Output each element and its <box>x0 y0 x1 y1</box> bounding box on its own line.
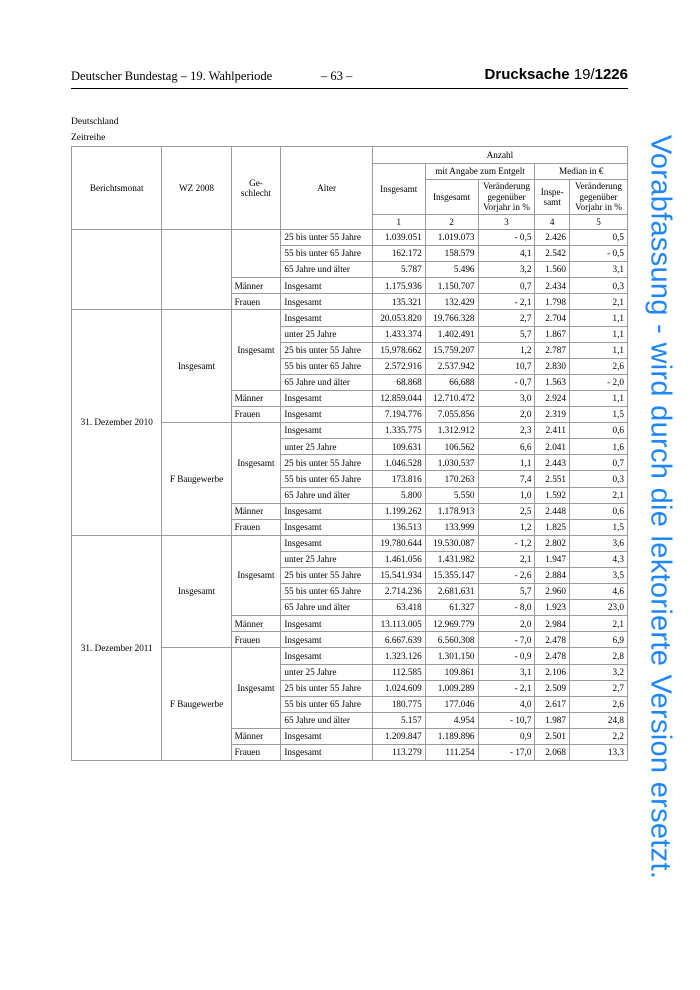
value-cell-v3: 2,0 <box>478 616 535 632</box>
alter-cell: unter 25 Jahre <box>281 439 372 455</box>
alter-cell: 65 Jahre und älter <box>281 374 372 390</box>
value-cell-v1: 5.800 <box>372 487 425 503</box>
table-row <box>72 230 628 246</box>
value-cell-v4: 2.448 <box>535 503 570 519</box>
value-cell-v4: 2.443 <box>535 455 570 471</box>
value-cell-v1: 1.046.528 <box>372 455 425 471</box>
alter-cell: 65 Jahre und älter <box>281 262 372 278</box>
value-cell-v5: 2,7 <box>569 680 627 696</box>
value-cell-v4: 2.617 <box>535 696 570 712</box>
value-cell-v5: 0,7 <box>569 455 627 471</box>
alter-cell: 25 bis unter 55 Jahre <box>281 342 372 358</box>
alter-cell: 65 Jahre und älter <box>281 487 372 503</box>
value-cell-v2: 1.178.913 <box>425 503 478 519</box>
value-cell-v5: 3,5 <box>569 567 627 583</box>
table-row <box>72 310 628 326</box>
value-cell-v3: 1,2 <box>478 519 535 535</box>
alter-cell: 65 Jahre und älter <box>281 712 372 728</box>
value-cell-v4: 1.867 <box>535 326 570 342</box>
table-row <box>72 535 628 551</box>
col-number-5: 5 <box>569 215 627 230</box>
value-cell-v2: 6.560.308 <box>425 632 478 648</box>
value-cell-v2: 109.861 <box>425 664 478 680</box>
header-insge-samt: Inspe-samt <box>535 180 570 215</box>
value-cell-v3: - 8,0 <box>478 600 535 616</box>
value-cell-v4: 1.592 <box>535 487 570 503</box>
value-cell-v4: 2.884 <box>535 567 570 583</box>
value-cell-v3: - 0,7 <box>478 374 535 390</box>
value-cell-v2: 15.355.147 <box>425 567 478 583</box>
alter-cell: unter 25 Jahre <box>281 326 372 342</box>
alter-cell: unter 25 Jahre <box>281 551 372 567</box>
page-header <box>71 66 628 89</box>
value-cell-v5: 0,5 <box>569 230 627 246</box>
value-cell-v3: - 1,2 <box>478 535 535 551</box>
header-veraenderung: Veränderung gegenüber Vorjahr in % <box>478 180 535 215</box>
alter-cell: Insgesamt <box>281 519 372 535</box>
geschlecht-cell: Insgesamt <box>231 535 281 615</box>
value-cell-v1: 173.816 <box>372 471 425 487</box>
value-cell-v4: 1.560 <box>535 262 570 278</box>
value-cell-v1: 5.157 <box>372 712 425 728</box>
value-cell-v5: 13,3 <box>569 745 627 761</box>
value-cell-v1: 2.714.236 <box>372 584 425 600</box>
alter-cell: Insgesamt <box>281 503 372 519</box>
alter-cell: Insgesamt <box>281 648 372 664</box>
value-cell-v2: 1.019.073 <box>425 230 478 246</box>
value-cell-v3: 2,5 <box>478 503 535 519</box>
value-cell-v3: 6,6 <box>478 439 535 455</box>
value-cell-v1: 68.868 <box>372 374 425 390</box>
value-cell-v1: 13.113.005 <box>372 616 425 632</box>
value-cell-v3: 5,7 <box>478 326 535 342</box>
value-cell-v4: 2.426 <box>535 230 570 246</box>
value-cell-v5: 0,6 <box>569 423 627 439</box>
value-cell-v3: 0,9 <box>478 728 535 744</box>
value-cell-v1: 1.175.936 <box>372 278 425 294</box>
value-cell-v1: 19.780.644 <box>372 535 425 551</box>
value-cell-v5: 1,6 <box>569 439 627 455</box>
geschlecht-cell: Insgesamt <box>231 310 281 390</box>
value-cell-v5: 0,3 <box>569 278 627 294</box>
value-cell-v1: 15.978.662 <box>372 342 425 358</box>
alter-cell: 55 bis unter 65 Jahre <box>281 584 372 600</box>
alter-cell: 55 bis unter 65 Jahre <box>281 471 372 487</box>
value-cell-v1: 1.461.056 <box>372 551 425 567</box>
value-cell-v5: 1,1 <box>569 310 627 326</box>
watermark-text: Vorabfassung - wird durch die lektorierte Version ersetzt. <box>644 134 677 880</box>
berichtsmonat-cell <box>72 230 162 310</box>
header-insgesamt-entgelt: Insgesamt <box>425 180 478 215</box>
value-cell-v1: 5.787 <box>372 262 425 278</box>
watermark <box>640 112 680 902</box>
alter-cell: Insgesamt <box>281 390 372 406</box>
value-cell-v1: 1.209.847 <box>372 728 425 744</box>
value-cell-v3: 5,7 <box>478 584 535 600</box>
value-cell-v1: 1.039.051 <box>372 230 425 246</box>
value-cell-v2: 1.150.707 <box>425 278 478 294</box>
value-cell-v2: 106.562 <box>425 439 478 455</box>
value-cell-v4: 2.960 <box>535 584 570 600</box>
alter-cell: 25 bis unter 55 Jahre <box>281 230 372 246</box>
value-cell-v4: 2.434 <box>535 278 570 294</box>
value-cell-v1: 109.631 <box>372 439 425 455</box>
value-cell-v2: 1.009.289 <box>425 680 478 696</box>
header-veraenderung-median: Veränderung gegenüber Vorjahr in % <box>569 180 627 215</box>
value-cell-v5: 2,2 <box>569 728 627 744</box>
alter-cell: Insgesamt <box>281 616 372 632</box>
value-cell-v2: 2.537.942 <box>425 358 478 374</box>
value-cell-v4: 2.319 <box>535 407 570 423</box>
alter-cell: unter 25 Jahre <box>281 664 372 680</box>
geschlecht-cell: Insgesamt <box>231 423 281 503</box>
value-cell-v3: - 2,1 <box>478 680 535 696</box>
alter-cell: Insgesamt <box>281 728 372 744</box>
value-cell-v3: - 2,1 <box>478 294 535 310</box>
value-cell-v5: 1,5 <box>569 519 627 535</box>
value-cell-v3: 1,2 <box>478 342 535 358</box>
value-cell-v4: 1.798 <box>535 294 570 310</box>
value-cell-v5: 3,6 <box>569 535 627 551</box>
header-anzahl: Anzahl <box>372 147 627 164</box>
wz2008-cell: Insgesamt <box>162 535 231 648</box>
value-cell-v4: 2.106 <box>535 664 570 680</box>
value-cell-v2: 66.688 <box>425 374 478 390</box>
value-cell-v3: 2,0 <box>478 407 535 423</box>
value-cell-v4: 2.509 <box>535 680 570 696</box>
table-body <box>72 230 628 761</box>
value-cell-v1: 135.321 <box>372 294 425 310</box>
geschlecht-cell <box>231 230 281 278</box>
berichtsmonat-cell: 31. Dezember 2011 <box>72 535 162 760</box>
value-cell-v4: 1.825 <box>535 519 570 535</box>
alter-cell: 25 bis unter 55 Jahre <box>281 455 372 471</box>
value-cell-v1: 1.335.775 <box>372 423 425 439</box>
wz2008-cell: Insgesamt <box>162 310 231 423</box>
header-alter: Alter <box>281 147 372 230</box>
value-cell-v5: 2,1 <box>569 487 627 503</box>
value-cell-v4: 2.041 <box>535 439 570 455</box>
value-cell-v1: 15.541.934 <box>372 567 425 583</box>
value-cell-v5: - 0,5 <box>569 246 627 262</box>
value-cell-v4: 2.501 <box>535 728 570 744</box>
header-insgesamt: Insgesamt <box>372 164 425 215</box>
value-cell-v2: 111.254 <box>425 745 478 761</box>
value-cell-v5: 6,9 <box>569 632 627 648</box>
value-cell-v5: - 2,0 <box>569 374 627 390</box>
value-cell-v4: 2.830 <box>535 358 570 374</box>
value-cell-v3: - 10,7 <box>478 712 535 728</box>
value-cell-v4: 1.987 <box>535 712 570 728</box>
geschlecht-cell: Männer <box>231 390 281 406</box>
value-cell-v4: 2.787 <box>535 342 570 358</box>
value-cell-v5: 0,3 <box>569 471 627 487</box>
value-cell-v3: 10,7 <box>478 358 535 374</box>
value-cell-v2: 177.046 <box>425 696 478 712</box>
value-cell-v2: 5.496 <box>425 262 478 278</box>
alter-cell: Insgesamt <box>281 310 372 326</box>
col-number-2: 2 <box>425 215 478 230</box>
geschlecht-cell: Frauen <box>231 745 281 761</box>
value-cell-v4: 2.924 <box>535 390 570 406</box>
series-label: Zeitreihe <box>71 133 106 143</box>
value-cell-v3: 3,2 <box>478 262 535 278</box>
value-cell-v4: 2.411 <box>535 423 570 439</box>
value-cell-v3: - 7,0 <box>478 632 535 648</box>
value-cell-v3: 1,1 <box>478 455 535 471</box>
value-cell-v2: 1.431.982 <box>425 551 478 567</box>
value-cell-v3: 4,0 <box>478 696 535 712</box>
value-cell-v5: 23,0 <box>569 600 627 616</box>
value-cell-v2: 19.766.328 <box>425 310 478 326</box>
header-mit-angabe: mit Angabe zum Entgelt <box>425 164 535 180</box>
document-number <box>485 66 628 83</box>
alter-cell: 25 bis unter 55 Jahre <box>281 680 372 696</box>
drucksache-label: Drucksache <box>484 66 570 83</box>
header-wz2008: WZ 2008 <box>162 147 231 230</box>
value-cell-v3: - 0,5 <box>478 230 535 246</box>
geschlecht-cell: Frauen <box>231 519 281 535</box>
value-cell-v2: 5.550 <box>425 487 478 503</box>
value-cell-v4: 1.947 <box>535 551 570 567</box>
value-cell-v4: 2.542 <box>535 246 570 262</box>
value-cell-v5: 0,6 <box>569 503 627 519</box>
value-cell-v2: 170.263 <box>425 471 478 487</box>
value-cell-v1: 2.572.916 <box>372 358 425 374</box>
col-number-4: 4 <box>535 215 570 230</box>
col-number-3: 3 <box>478 215 535 230</box>
value-cell-v1: 162.172 <box>372 246 425 262</box>
value-cell-v1: 7.194.776 <box>372 407 425 423</box>
value-cell-v1: 113.279 <box>372 745 425 761</box>
value-cell-v2: 1.189.896 <box>425 728 478 744</box>
value-cell-v1: 1.199.262 <box>372 503 425 519</box>
value-cell-v1: 12.859.044 <box>372 390 425 406</box>
wz2008-cell <box>162 230 231 310</box>
geschlecht-cell: Frauen <box>231 294 281 310</box>
value-cell-v2: 158.579 <box>425 246 478 262</box>
value-cell-v2: 1.030.537 <box>425 455 478 471</box>
value-cell-v1: 63.418 <box>372 600 425 616</box>
value-cell-v3: 3,1 <box>478 664 535 680</box>
statistics-table <box>71 146 628 761</box>
geschlecht-cell: Frauen <box>231 407 281 423</box>
alter-cell: Insgesamt <box>281 632 372 648</box>
value-cell-v2: 15.759.207 <box>425 342 478 358</box>
region-label: Deutschland <box>71 117 119 127</box>
value-cell-v2: 1.301.150 <box>425 648 478 664</box>
alter-cell: 55 bis unter 65 Jahre <box>281 246 372 262</box>
value-cell-v5: 24,8 <box>569 712 627 728</box>
alter-cell: Insgesamt <box>281 423 372 439</box>
value-cell-v5: 2,1 <box>569 616 627 632</box>
value-cell-v5: 2,6 <box>569 358 627 374</box>
value-cell-v5: 1,1 <box>569 342 627 358</box>
wz2008-cell: F Baugewerbe <box>162 648 231 761</box>
value-cell-v4: 2.478 <box>535 632 570 648</box>
value-cell-v5: 1,1 <box>569 390 627 406</box>
header-geschlecht: Ge-schlecht <box>231 147 281 230</box>
value-cell-v5: 3,2 <box>569 664 627 680</box>
value-cell-v2: 12.969.779 <box>425 616 478 632</box>
geschlecht-cell: Männer <box>231 503 281 519</box>
value-cell-v3: 2,7 <box>478 310 535 326</box>
value-cell-v3: 0,7 <box>478 278 535 294</box>
value-cell-v5: 2,8 <box>569 648 627 664</box>
drucksache-prefix: 19/ <box>569 66 595 83</box>
geschlecht-cell: Insgesamt <box>231 648 281 728</box>
value-cell-v1: 112.585 <box>372 664 425 680</box>
alter-cell: 25 bis unter 55 Jahre <box>281 567 372 583</box>
header-publication: Deutscher Bundestag – 19. Wahlperiode <box>71 69 273 83</box>
value-cell-v1: 136.513 <box>372 519 425 535</box>
value-cell-v5: 4,3 <box>569 551 627 567</box>
value-cell-v2: 1.402.491 <box>425 326 478 342</box>
value-cell-v4: 1.923 <box>535 600 570 616</box>
berichtsmonat-cell: 31. Dezember 2010 <box>72 310 162 535</box>
value-cell-v3: 2,3 <box>478 423 535 439</box>
value-cell-v5: 1,5 <box>569 407 627 423</box>
value-cell-v1: 20.053.820 <box>372 310 425 326</box>
page-number: – 63 – <box>321 69 353 83</box>
value-cell-v2: 61.327 <box>425 600 478 616</box>
alter-cell: Insgesamt <box>281 294 372 310</box>
value-cell-v4: 2.068 <box>535 745 570 761</box>
value-cell-v2: 1.312.912 <box>425 423 478 439</box>
value-cell-v1: 1.433.374 <box>372 326 425 342</box>
value-cell-v3: 1,0 <box>478 487 535 503</box>
value-cell-v4: 2.551 <box>535 471 570 487</box>
value-cell-v3: 2,1 <box>478 551 535 567</box>
value-cell-v5: 2,6 <box>569 696 627 712</box>
value-cell-v2: 133.999 <box>425 519 478 535</box>
value-cell-v4: 2.984 <box>535 616 570 632</box>
value-cell-v4: 2.478 <box>535 648 570 664</box>
value-cell-v3: 3,0 <box>478 390 535 406</box>
value-cell-v5: 2,1 <box>569 294 627 310</box>
value-cell-v2: 19.530.087 <box>425 535 478 551</box>
value-cell-v3: 4,1 <box>478 246 535 262</box>
value-cell-v2: 12.710.472 <box>425 390 478 406</box>
value-cell-v3: 7,4 <box>478 471 535 487</box>
value-cell-v2: 2.681.631 <box>425 584 478 600</box>
value-cell-v1: 6.667.639 <box>372 632 425 648</box>
value-cell-v3: - 2,6 <box>478 567 535 583</box>
value-cell-v4: 2.802 <box>535 535 570 551</box>
value-cell-v3: - 0,9 <box>478 648 535 664</box>
value-cell-v5: 4,6 <box>569 584 627 600</box>
alter-cell: Insgesamt <box>281 278 372 294</box>
value-cell-v1: 1.024.609 <box>372 680 425 696</box>
drucksache-number: 1226 <box>594 66 628 83</box>
wz2008-cell: F Baugewerbe <box>162 423 231 536</box>
header-median: Median in € <box>535 164 628 180</box>
value-cell-v5: 1,1 <box>569 326 627 342</box>
value-cell-v2: 4.954 <box>425 712 478 728</box>
value-cell-v1: 1.323.126 <box>372 648 425 664</box>
value-cell-v4: 2.704 <box>535 310 570 326</box>
geschlecht-cell: Männer <box>231 728 281 744</box>
geschlecht-cell: Männer <box>231 278 281 294</box>
alter-cell: 65 Jahre und älter <box>281 600 372 616</box>
value-cell-v4: 1.563 <box>535 374 570 390</box>
col-number-1: 1 <box>372 215 425 230</box>
value-cell-v5: 3,1 <box>569 262 627 278</box>
value-cell-v2: 132.429 <box>425 294 478 310</box>
geschlecht-cell: Frauen <box>231 632 281 648</box>
geschlecht-cell: Männer <box>231 616 281 632</box>
value-cell-v3: - 17,0 <box>478 745 535 761</box>
alter-cell: 55 bis unter 65 Jahre <box>281 696 372 712</box>
value-cell-v1: 180.775 <box>372 696 425 712</box>
value-cell-v2: 7.055.856 <box>425 407 478 423</box>
alter-cell: Insgesamt <box>281 407 372 423</box>
alter-cell: Insgesamt <box>281 535 372 551</box>
header-berichtsmonat: Berichtsmonat <box>72 147 162 230</box>
alter-cell: 55 bis unter 65 Jahre <box>281 358 372 374</box>
alter-cell: Insgesamt <box>281 745 372 761</box>
